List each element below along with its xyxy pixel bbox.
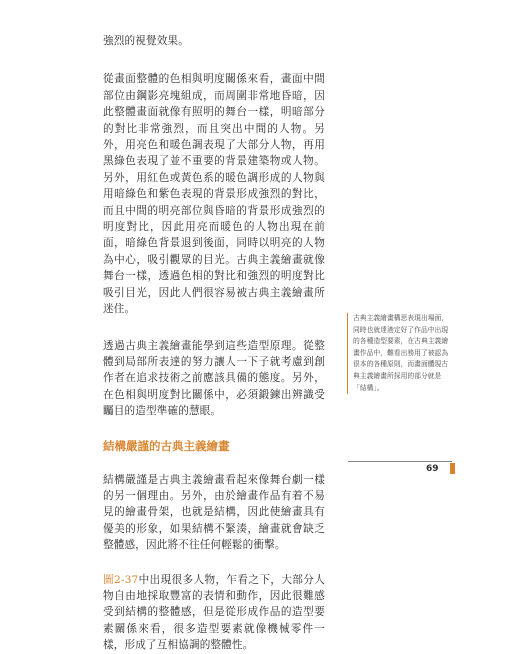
body-paragraph-3: 透過古典主義繪畫能學到這些造型原理。從整體到局部所表達的努力讓人一下子就考慮到創作者在追求技術之前應該具備的態度。另外，在色相與明度對比關係中，必須鍛鍊出辨識受矚目的造型準確的慧眼。 — [103, 339, 325, 418]
page-tab-marker — [450, 463, 455, 474]
page-number: 69 — [426, 464, 439, 474]
body-paragraph-1: 強烈的視覺效果。 — [103, 35, 189, 47]
section-paragraph-2-text: 中出現很多人物，乍看之下，大部分人物自由地採取豐富的表情和動作，因此很難感受到結構的整體感，但是從形成作品的造型要素關係來看，很多造型要素就像機械零件一樣，形成了互相協調的整體性。 — [103, 573, 325, 652]
body-paragraph-2: 從畫面整體的色相與明度關係來看，畫面中間部位由鋼影亮塊組成，而周圍非常地昏暗，因此整體畫面就像有照明的舞台一樣，明暗部分的對比非常強烈，而且突出中間的人物。另外，用亮色和暖色調表現了大部分人物，再用黑綠色表現了並不重要的背景建築物或人物。另外，用紅色或黃色系的暖色調形成的人物與用暗綠色和紫色表現的背景形成強烈的對比，而且中間的明亮部位與昏暗的背景形成強烈的明度對比，因此用亮而暖色的人物出現在前面，暗綠色背景退到後面，同時以明亮的人物為中心，吸引觀眾的目光。古典主義繪畫就像舞台一樣，透過色相的對比和強烈的明度對比吸引目光，因此人們很容易被古典主義繪畫所迷住。 — [103, 73, 325, 316]
footer-rule — [348, 461, 452, 462]
main-text-column — [103, 33, 325, 654]
sidebar-note — [347, 313, 454, 394]
section-paragraph-1: 結構嚴謹是古典主義繪畫看起來像舞台劇一樣的另一個理由。另外，由於繪畫作品有着不易見的繪畫骨架，也就是結構，因此使繪畫具有優美的形象，如果結構不緊湊，繪畫就會缺乏整體感，因此將不往任何輕鬆的衝擊。 — [103, 473, 325, 552]
sidebar-note-text: 古典主義繪畫構思表現出場面，同時也就達港定好了作品中出現的各種造型要素，在古典主義繪畫作品中，難看出務用了被認為很本的各種原則，而畫面體現古典主義繪畫所採用的部分就是「結構」。 — [353, 314, 449, 392]
section-paragraph-2 — [103, 572, 325, 654]
figure-reference: 圖2-37 — [103, 573, 139, 586]
section-heading: 結構嚴謹的古典主義繪畫 — [103, 438, 230, 453]
